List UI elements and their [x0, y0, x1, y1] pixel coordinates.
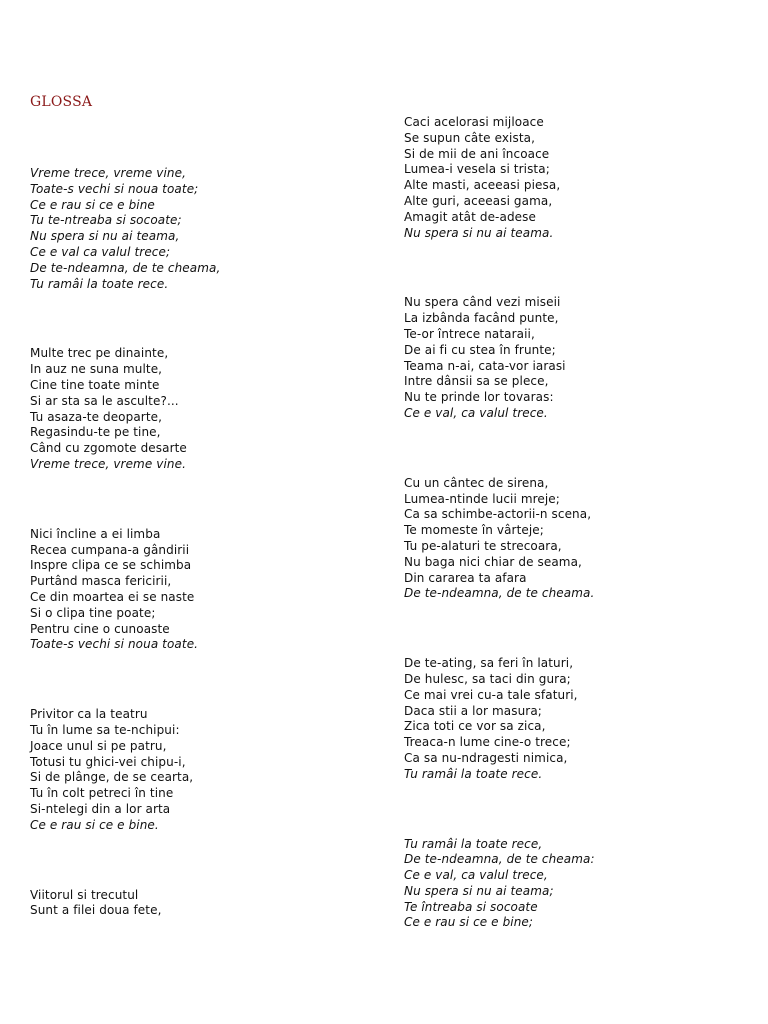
verse-line: Ce e rau si ce e bine	[30, 197, 155, 212]
poem-title: GLOSSA	[30, 94, 93, 110]
stanza	[30, 707, 370, 833]
verse-line: Ca sa schimbe-actorii-n scena,	[404, 507, 592, 522]
verse-line: Te-or întrece nataraii,	[404, 326, 535, 341]
stanza	[30, 527, 370, 653]
verse-line: Daca stii a lor masura;	[404, 703, 542, 718]
verse-line: Ce e rau si ce e bine.	[30, 817, 159, 832]
verse-line: Nu spera si nu ai teama;	[404, 883, 554, 898]
verse-line: Vreme trece, vreme vine,	[30, 166, 186, 180]
verse-line: Alte guri, aceeasi gama,	[404, 193, 553, 208]
stanza	[404, 115, 744, 241]
verse-line: Toate-s vechi si noua toate;	[30, 181, 199, 196]
verse-line: Nu spera si nu ai teama.	[404, 225, 554, 240]
verse-line: Si de mii de ani încoace	[404, 146, 550, 161]
verse-line: Te întreaba si socoate	[404, 899, 538, 914]
verse-line: Si-ntelegi din a lor arta	[30, 801, 171, 816]
verse-line: Alte masti, aceeasi piesa,	[404, 178, 561, 193]
verse-line: Si ar sta sa le asculte?...	[30, 393, 179, 408]
verse-line: Nu te prinde lor tovaras:	[404, 390, 554, 405]
verse-line: Ce mai vrei cu-a tale sfaturi,	[404, 687, 578, 702]
verse-line: Totusi tu ghici-vei chipu-i,	[30, 754, 186, 769]
stanza	[30, 346, 370, 472]
verse-line: Tu ramâi la toate rece.	[30, 276, 169, 291]
verse-line: In auz ne suna multe,	[30, 362, 163, 377]
verse-line: Ce e val ca valul trece;	[30, 244, 171, 259]
verse-line: Nu baga nici chiar de seama,	[404, 554, 582, 569]
stanza	[404, 656, 744, 782]
verse-line: Tu te-ntreaba si socoate;	[30, 213, 182, 228]
verse-line: De te-ating, sa feri în laturi,	[404, 656, 574, 671]
verse-line: Ce din moartea ei se naste	[30, 589, 195, 604]
verse-line: Regasindu-te pe tine,	[30, 425, 161, 440]
verse-line: Amagit atât de-adese	[404, 209, 536, 224]
right-column	[404, 115, 744, 931]
stanza	[404, 476, 744, 602]
verse-line: Caci acelorasi mijloace	[404, 115, 544, 129]
verse-line: Se supun câte exista,	[404, 130, 536, 145]
verse-line: Lumea-ntinde lucii mreje;	[404, 491, 560, 506]
verse-line: Zica toti ce vor sa zica,	[404, 719, 546, 734]
stanza	[30, 888, 370, 920]
verse-line: Ce e val, ca valul trece.	[404, 405, 548, 420]
verse-line: Si de plânge, de se cearta,	[30, 770, 194, 785]
verse-line: Toate-s vechi si noua toate.	[30, 637, 199, 652]
verse-line: Viitorul si trecutul	[30, 887, 139, 902]
verse-line: Intre dânsii sa se plece,	[404, 374, 549, 389]
verse-line: Recea cumpana-a gândirii	[30, 542, 190, 557]
verse-line: Tu pe-alaturi te strecoara,	[404, 538, 562, 553]
verse-line: Tu în lume sa te-nchipui:	[30, 722, 180, 737]
verse-line: Nu spera si nu ai teama,	[30, 229, 180, 244]
verse-line: De te-ndeamna, de te cheama.	[404, 586, 595, 601]
stanza	[30, 166, 370, 292]
verse-line: Pentru cine o cunoaste	[30, 621, 170, 636]
stanza	[404, 295, 744, 421]
verse-line: Multe trec pe dinainte,	[30, 346, 169, 361]
verse-line: De te-ndeamna, de te cheama:	[404, 852, 595, 867]
verse-line: Cu un cântec de sirena,	[404, 475, 549, 490]
verse-line: Te momeste în vârteje;	[404, 523, 544, 538]
stanza	[404, 837, 744, 932]
verse-line: Nu spera când vezi miseii	[404, 295, 561, 310]
verse-line: Nici încline a ei limba	[30, 526, 161, 541]
verse-line: Sunt a filei doua fete,	[30, 903, 162, 918]
verse-line: Teama n-ai, cata-vor iarasi	[404, 358, 566, 373]
verse-line: Inspre clipa ce se schimba	[30, 558, 192, 573]
verse-line: Tu ramâi la toate rece.	[404, 766, 543, 781]
verse-line: La izbânda facând punte,	[404, 311, 559, 326]
verse-line: Din cararea ta afara	[404, 570, 527, 585]
verse-line: Tu în colt petreci în tine	[30, 786, 174, 801]
verse-line: Ca sa nu-ndragesti nimica,	[404, 750, 568, 765]
verse-line: Si o clipa tine poate;	[30, 605, 156, 620]
verse-line: Treaca-n lume cine-o trece;	[404, 735, 571, 750]
verse-line: Tu asaza-te deoparte,	[30, 409, 163, 424]
verse-line: De hulesc, sa taci din gura;	[404, 671, 571, 686]
verse-line: Purtând masca fericirii,	[30, 574, 172, 589]
verse-line: De ai fi cu stea în frunte;	[404, 342, 556, 357]
verse-line: Ce e rau si ce e bine;	[404, 915, 534, 930]
verse-line: Lumea-i vesela si trista;	[404, 162, 550, 177]
verse-line: Privitor ca la teatru	[30, 707, 148, 722]
verse-line: Vreme trece, vreme vine.	[30, 456, 186, 471]
verse-line: Ce e val, ca valul trece,	[404, 868, 548, 883]
verse-line: Tu ramâi la toate rece,	[404, 836, 543, 851]
left-column	[30, 166, 370, 919]
verse-line: Când cu zgomote desarte	[30, 441, 187, 456]
verse-line: De te-ndeamna, de te cheama,	[30, 260, 221, 275]
verse-line: Cine tine toate minte	[30, 377, 160, 392]
verse-line: Joace unul si pe patru,	[30, 738, 167, 753]
